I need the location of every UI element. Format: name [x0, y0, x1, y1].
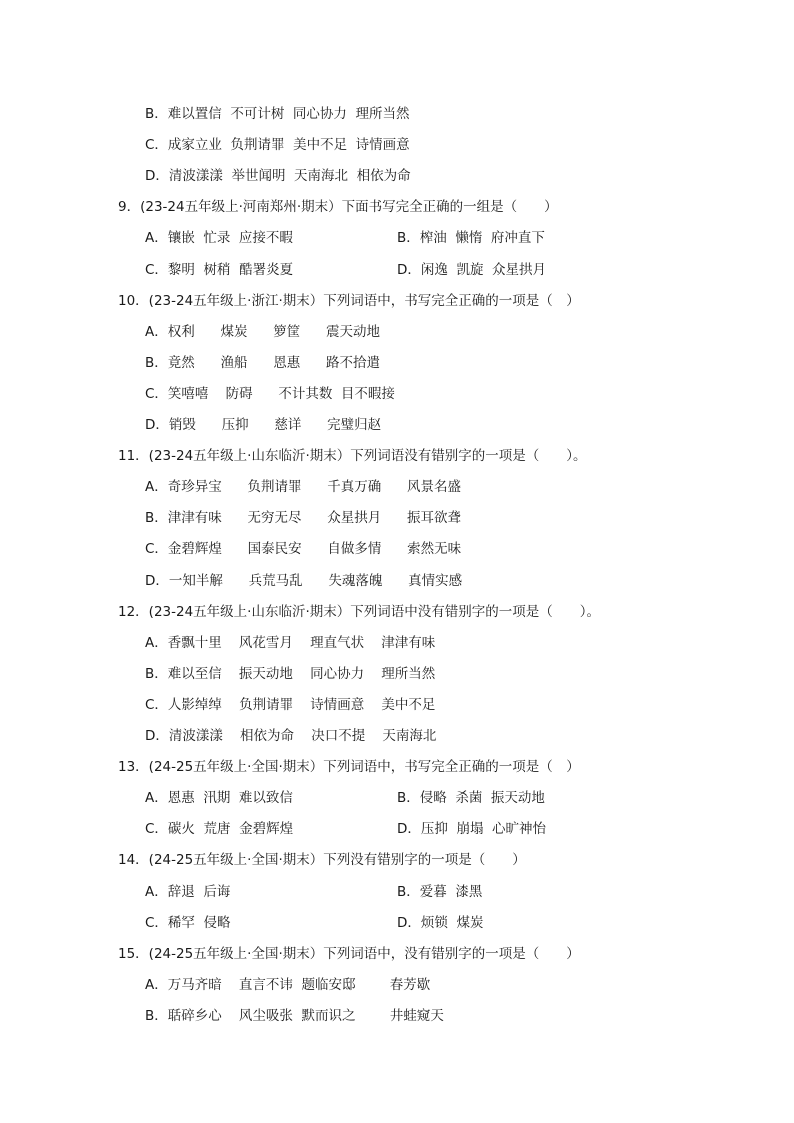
answer-option: B．榨油 懒惰 府冲直下 — [397, 230, 545, 246]
answer-option: D．闲逸 凯旋 众星拱月 — [397, 262, 547, 278]
option-row — [0, 353, 794, 373]
answer-option: D．清波漾漾 举世闻明 天南海北 相依为命 — [145, 168, 411, 184]
answer-option: A．奇珍异宝 负荆请罪 千真万确 风景名盛 — [145, 479, 461, 495]
question-stem: 13．(24-25五年级上·全国·期末）下列词语中，书写完全正确的一项是（ ） — [118, 759, 580, 775]
answer-option: C．稀罕 侵略 — [145, 915, 231, 931]
answer-option: D．压抑 崩塌 心旷神怡 — [397, 821, 547, 837]
question-stem: 15．(24-25五年级上·全国·期末）下列词语中，没有错别字的一项是（ ） — [118, 946, 580, 962]
option-row — [0, 477, 794, 497]
option-row — [0, 384, 794, 404]
option-row — [0, 508, 794, 528]
answer-option: B．难以至信 振天动地 同心协力 理所当然 — [145, 666, 436, 682]
option-row — [0, 539, 794, 559]
option-row — [0, 633, 794, 653]
answer-option: B．侵略 杀菌 振天动地 — [397, 790, 545, 806]
option-row — [0, 882, 794, 902]
answer-option: A．万马齐暗 直言不讳 题临安邸 春芳歇 — [145, 977, 431, 993]
answer-option: B．难以置信 不可计树 同心协力 理所当然 — [145, 106, 410, 122]
question-stem: 9．(23-24五年级上·河南郑州·期末）下面书写完全正确的一组是（ ） — [118, 199, 558, 215]
answer-option: A．镶嵌 忙录 应接不暇 — [145, 230, 293, 246]
answer-option: D．一知半解 兵荒马乱 失魂落魄 真情实感 — [145, 573, 463, 589]
answer-option: C．黎明 树稍 酷署炎夏 — [145, 262, 294, 278]
option-row — [0, 726, 794, 746]
option-row — [0, 788, 794, 808]
answer-option: C．碳火 荒唐 金碧辉煌 — [145, 821, 294, 837]
option-row — [0, 415, 794, 435]
option-row — [0, 819, 794, 839]
option-row — [0, 571, 794, 591]
answer-option: C．笑嘻嘻 防碍 不计其数 目不暇接 — [145, 386, 395, 402]
question-stem: 10．(23-24五年级上·浙江·期末）下列词语中，书写完全正确的一项是（ ） — [118, 293, 580, 309]
option-row — [0, 1006, 794, 1026]
answer-option: D．清波漾漾 相依为命 决口不提 天南海北 — [145, 728, 437, 744]
answer-option: C．成家立业 负荆请罪 美中不足 诗情画意 — [145, 137, 410, 153]
answer-option: A．权利 煤炭 箩筐 震天动地 — [145, 324, 380, 340]
answer-option: B．爱暮 漆黑 — [397, 884, 483, 900]
question-stem: 14．(24-25五年级上·全国·期末）下列没有错别字的一项是（ ） — [118, 852, 526, 868]
answer-option: C．金碧辉煌 国泰民安 自做多情 索然无味 — [145, 541, 462, 557]
option-row — [0, 166, 794, 186]
answer-option: B．聒碎乡心 风尘吸张 默而识之 井蛙窥天 — [145, 1008, 444, 1024]
answer-option: D．烦锁 煤炭 — [397, 915, 484, 931]
option-row — [0, 322, 794, 342]
answer-option: B．津津有味 无穷无尽 众星拱月 振耳欲聋 — [145, 510, 462, 526]
answer-option: A．恩惠 汛期 难以致信 — [145, 790, 293, 806]
option-row — [0, 695, 794, 715]
option-row — [0, 260, 794, 280]
option-row — [0, 135, 794, 155]
answer-option: D．销毁 压抑 慈详 完璧归赵 — [145, 417, 382, 433]
answer-option: C．人影绰绰 负荆请罪 诗情画意 美中不足 — [145, 697, 436, 713]
option-row — [0, 913, 794, 933]
question-stem: 12．(23-24五年级上·山东临沂·期末）下列词语中没有错别字的一项是（ ）。 — [118, 604, 601, 620]
option-row — [0, 975, 794, 995]
answer-option: A．香飘十里 风花雪月 理直气状 津津有味 — [145, 635, 436, 651]
question-stem: 11．(23-24五年级上·山东临沂·期末）下列词语没有错别字的一项是（ ）。 — [118, 448, 587, 464]
option-row — [0, 664, 794, 684]
answer-option: A．辞退 后诲 — [145, 884, 231, 900]
answer-option: B．竟然 渔船 恩惠 路不拾遣 — [145, 355, 381, 371]
option-row — [0, 104, 794, 124]
option-row — [0, 228, 794, 248]
